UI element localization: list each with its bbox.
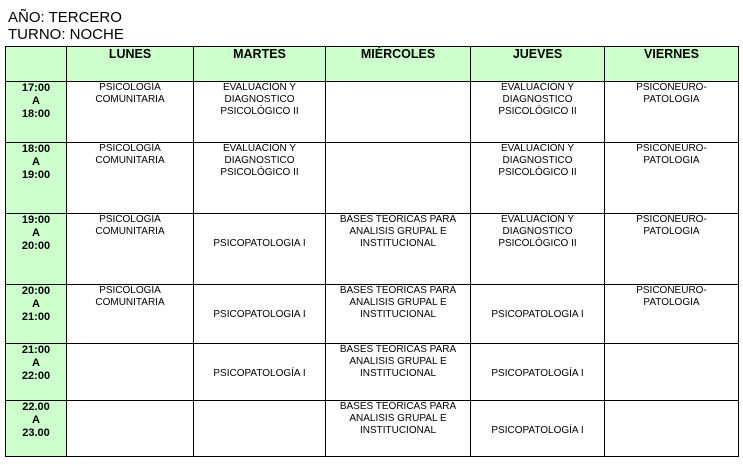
- subject-cell: [471, 344, 605, 401]
- day-header-viernes: VIERNES: [605, 47, 739, 82]
- subject-cell: [605, 143, 739, 214]
- subject-text: DIAGNOSTICO: [502, 94, 573, 105]
- time-slot-row: [6, 143, 739, 214]
- time-slot-text: 22:00: [21, 370, 51, 382]
- time-slot-text: 21:00: [21, 344, 51, 356]
- subject-text: INSTITUCIONAL: [359, 309, 437, 320]
- subject-text: EVALUACIÓN Y: [223, 143, 296, 154]
- subject-cell: [67, 285, 194, 344]
- subject-text: PSICOLÓGICO II: [220, 167, 299, 178]
- subject-text: PSICONEURO-: [636, 82, 707, 93]
- subject-cell: [471, 143, 605, 214]
- subject-cell: [605, 214, 739, 285]
- subject-text: BASES TEÓRICAS PARA: [339, 401, 457, 412]
- time-slot-cell: [6, 344, 67, 401]
- subject-cell: [326, 285, 471, 344]
- day-header-miercoles: MIÉRCOLES: [326, 47, 471, 82]
- time-slot-row: [6, 344, 739, 401]
- schedule-table: [5, 46, 739, 457]
- subject-text: BASES TEÓRICAS PARA: [339, 344, 457, 355]
- shift-label: TURNO: NOCHE: [8, 26, 124, 43]
- subject-text: EVALUACIÓN Y: [223, 82, 296, 93]
- time-slot-text: 23.00: [22, 427, 50, 439]
- time-slot-text: 17:00: [21, 82, 51, 94]
- subject-text: PSICOPATOLOGIA I: [491, 309, 584, 320]
- time-slot-text: 20:00: [21, 285, 51, 297]
- subject-cell: [605, 285, 739, 344]
- subject-cell: [67, 401, 194, 457]
- subject-cell: [605, 344, 739, 401]
- time-slot-text: 20:00: [21, 240, 51, 252]
- subject-cell: [194, 285, 326, 344]
- subject-text: PSICOLOGÍA: [99, 214, 161, 225]
- subject-text: PSICOLOGÍA: [99, 143, 161, 154]
- subject-text: BASES TEÓRICAS PARA: [339, 214, 457, 225]
- subject-text: INSTITUCIONAL: [359, 368, 437, 379]
- time-slot-row: [6, 214, 739, 285]
- time-slot-row: [6, 82, 739, 143]
- subject-cell: [326, 143, 471, 214]
- subject-text: BASES TEÓRICAS PARA: [339, 285, 457, 296]
- subject-cell: [605, 401, 739, 457]
- time-slot-text: A: [32, 298, 40, 310]
- subject-text: PSICOLÓGICO II: [498, 106, 577, 117]
- subject-text: COMUNITARIA: [95, 226, 165, 237]
- time-slot-text: A: [32, 227, 40, 239]
- time-slot-cell: [6, 285, 67, 344]
- subject-cell: [194, 82, 326, 143]
- subject-text: PATOLOGIA: [643, 297, 700, 308]
- time-slot-text: A: [32, 95, 40, 107]
- schedule-body: [6, 82, 739, 457]
- subject-text: EVALUACIÓN Y: [501, 214, 574, 225]
- subject-cell: [67, 143, 194, 214]
- subject-text: PATOLOGIA: [643, 155, 700, 166]
- subject-text: PSICOLÓGICO II: [498, 167, 577, 178]
- time-slot-text: 19:00: [21, 214, 51, 226]
- days-header-row: [6, 47, 739, 82]
- time-slot-text: 19:00: [21, 169, 51, 181]
- subject-text: PSICOLÓGICO II: [498, 238, 577, 249]
- subject-text: PSICOPATOLOGÍA I: [491, 368, 584, 379]
- time-slot-text: A: [32, 156, 40, 168]
- day-header-jueves: JUEVES: [471, 47, 605, 82]
- time-slot-text: 18:00: [21, 143, 51, 155]
- subject-cell: [471, 401, 605, 457]
- subject-text: PSICOPATOLOGIA I: [213, 238, 306, 249]
- schedule-header: [8, 9, 124, 43]
- subject-text: INSTITUCIONAL: [359, 238, 437, 249]
- subject-text: PSICONEURO-: [636, 214, 707, 225]
- subject-cell: [67, 82, 194, 143]
- subject-cell: [194, 143, 326, 214]
- time-slot-cell: [6, 143, 67, 214]
- subject-text: COMUNITARIA: [95, 297, 165, 308]
- subject-text: ANALISIS GRUPAL E: [349, 413, 447, 424]
- subject-text: ANALISIS GRUPAL E: [349, 226, 447, 237]
- time-slot-row: [6, 285, 739, 344]
- subject-text: PSICOPATOLOGIA I: [213, 309, 306, 320]
- subject-cell: [326, 401, 471, 457]
- subject-cell: [326, 82, 471, 143]
- subject-cell: [326, 344, 471, 401]
- subject-cell: [67, 214, 194, 285]
- subject-text: PSICOPATOLOGÍA I: [491, 425, 584, 436]
- subject-cell: [471, 82, 605, 143]
- subject-cell: [194, 401, 326, 457]
- subject-text: DIAGNOSTICO: [224, 155, 295, 166]
- subject-text: ANALISIS GRUPAL E: [349, 356, 447, 367]
- subject-text: EVALUACIÓN Y: [501, 82, 574, 93]
- time-slot-cell: [6, 214, 67, 285]
- subject-text: ANALISIS GRUPAL E: [349, 297, 447, 308]
- time-slot-text: 21:00: [21, 311, 51, 323]
- subject-text: PATOLOGIA: [643, 226, 700, 237]
- subject-cell: [194, 344, 326, 401]
- subject-cell: [471, 214, 605, 285]
- subject-cell: [605, 82, 739, 143]
- subject-text: INSTITUCIONAL: [359, 425, 437, 436]
- subject-text: PSICOLÓGICO II: [220, 106, 299, 117]
- time-slot-row: [6, 401, 739, 457]
- time-slot-cell: [6, 82, 67, 143]
- time-slot-text: A: [32, 357, 40, 369]
- subject-cell: [67, 344, 194, 401]
- subject-text: PSICONEURO-: [636, 285, 707, 296]
- subject-text: COMUNITARIA: [95, 155, 165, 166]
- time-slot-cell: [6, 401, 67, 457]
- subject-text: DIAGNOSTICO: [224, 94, 295, 105]
- subject-cell: [471, 285, 605, 344]
- time-slot-text: A: [32, 414, 40, 426]
- subject-cell: [194, 214, 326, 285]
- subject-text: PSICOLOGÍA: [99, 285, 161, 296]
- subject-text: DIAGNOSTICO: [502, 226, 573, 237]
- subject-text: EVALUACIÓN Y: [501, 143, 574, 154]
- corner-cell: [6, 47, 67, 82]
- subject-cell: [326, 214, 471, 285]
- day-header-martes: MARTES: [194, 47, 326, 82]
- day-header-lunes: LUNES: [67, 47, 194, 82]
- subject-text: PSICONEURO-: [636, 143, 707, 154]
- subject-text: PSICOPATOLOGÍA I: [213, 368, 306, 379]
- time-slot-text: 22.00: [22, 401, 50, 413]
- time-slot-text: 18:00: [21, 108, 51, 120]
- year-label: AÑO: TERCERO: [8, 9, 122, 26]
- subject-text: PSICOLOGÍA: [99, 82, 161, 93]
- subject-text: COMUNITARIA: [95, 94, 165, 105]
- subject-text: DIAGNOSTICO: [502, 155, 573, 166]
- subject-text: PATOLOGIA: [643, 94, 700, 105]
